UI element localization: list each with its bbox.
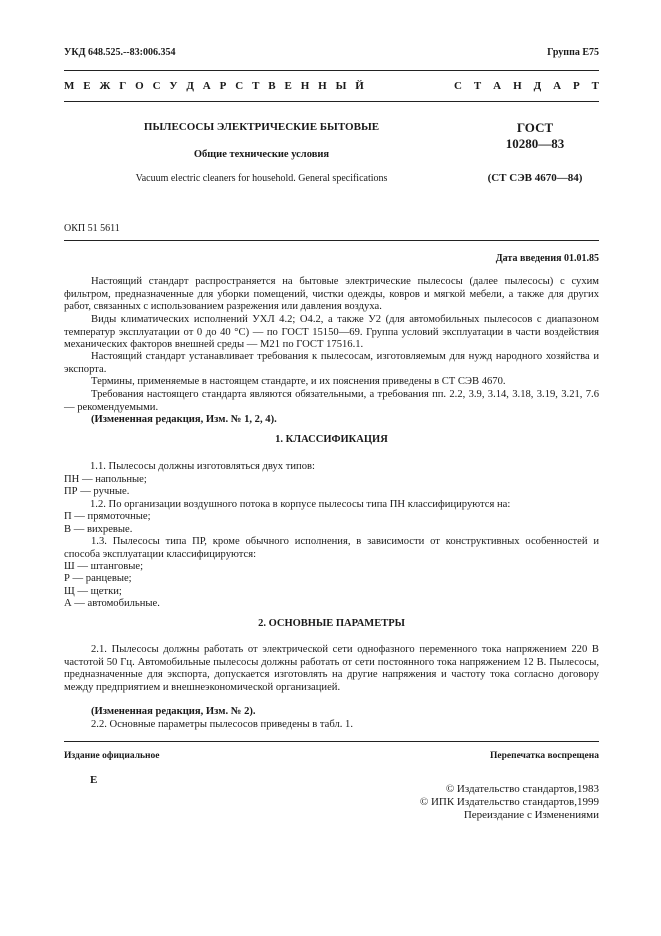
intro-paragraph-terms: Термины, применяемые в настоящем стандарте, и их пояснения приведены в СТ СЭВ 4670. xyxy=(91,376,506,387)
edition-letter: Е xyxy=(90,774,98,786)
interstate-standard-banner xyxy=(64,80,599,92)
type-pr: ПР — ручные. xyxy=(64,486,130,497)
english-title: Vacuum electric cleaners for household. General specifications xyxy=(135,173,388,184)
intro-paragraph-requirements: Требования настоящего стандарта являются обязательными, а требования пп. 2.2, 3.9, 3.14, 3.18, 3.19, 3.21, 7.6 — рекомендуемыми. xyxy=(64,389,599,413)
clause-1-2: 1.2. По организации воздушного потока в корпусе пылесосы типа ПН классифицируются на: xyxy=(90,499,511,510)
clause-1-1: 1.1. Пылесосы должны изготовляться двух типов: xyxy=(90,461,315,472)
type-a: А — автомобильные. xyxy=(64,598,160,609)
okp-code: ОКП 51 5611 xyxy=(64,223,120,234)
intro-paragraph-scope: Настоящий стандарт распространяется на бытовые электрические пылесосы (далее пылесосы) с сухим фильтром, предназначенные для уборки помещений, чистки одежды, ковров и мягкой мебели, а также для других работ, связанных с использованием разрежения или давления воздуха. xyxy=(64,276,599,313)
clause-2-1: 2.1. Пылесосы должны работать от электрической сети однофазного переменного тока напряжением 220 В частотой 50 Гц. Автомобильные пылесосы должны работать от сети постоянного тока напряжением 12 В. Пылесосы, предназначенные для экспорта, допускается изготовлять на другие напряжения и частоту тока согласно договору между предприятием и внешнеэкономической организацией. xyxy=(64,644,599,693)
type-pn: ПН — напольные; xyxy=(64,474,147,485)
banner-rule xyxy=(64,101,599,102)
clause-1-3: 1.3. Пылесосы типа ПР, кроме обычного исполнения, в зависимости от конструктивных особенностей и способа эксплуатации классифицируются: xyxy=(64,536,599,560)
okp-rule xyxy=(64,240,599,241)
intro-change-note: (Измененная редакция, Изм. № 1, 2, 4). xyxy=(91,414,277,425)
sev-number: (СТ СЭВ 4670—84) xyxy=(487,172,583,184)
section-1-heading: 1. КЛАССИФИКАЦИЯ xyxy=(275,434,388,445)
intro-paragraph-purpose: Настоящий стандарт устанавливает требования к пылесосам, изготовляемым для нужд народного хозяйства и экспорта. xyxy=(64,351,599,375)
copyright-1999: © ИПК Издательство стандартов,1999 xyxy=(419,796,599,808)
date-of-introduction: Дата введения 01.01.85 xyxy=(495,253,599,264)
udc-code: УКД 648.525.--83:006.354 xyxy=(64,47,176,58)
type-r: Р — ранцевые; xyxy=(64,573,132,584)
type-sh: Ш — штанговые; xyxy=(64,561,144,572)
type-shch: Щ — щетки; xyxy=(64,586,122,597)
document-title: ПЫЛЕСОСЫ ЭЛЕКТРИЧЕСКИЕ БЫТОВЫЕ xyxy=(143,121,380,133)
type-p: П — прямоточные; xyxy=(64,511,151,522)
footer-rule xyxy=(64,741,599,742)
type-v: В — вихревые. xyxy=(64,524,133,535)
section-2-heading: 2. ОСНОВНЫЕ ПАРАМЕТРЫ xyxy=(258,618,405,629)
document-subtitle: Общие технические условия xyxy=(193,149,330,160)
copyright-1983: © Издательство стандартов,1983 xyxy=(445,783,599,795)
official-edition: Издание официальное xyxy=(64,751,160,761)
reprint-prohibited: Перепечатка воспрещена xyxy=(489,751,599,761)
intro-paragraph-climate: Виды климатических исполнений УХЛ 4.2; О4.2, а также У2 (для автомобильных пылесосов с диапазоном температур эксплуатации от 0 до 40 °С) — по ГОСТ 15150—69. Группа условий эксплуатации в части воздействия механических факторов внешней среды — М21 по ГОСТ 17516.1. xyxy=(64,314,599,351)
group-code: Группа Е75 xyxy=(547,47,599,58)
section-2-change-note: (Измененная редакция, Изм. № 2). xyxy=(91,706,256,717)
clause-2-2: 2.2. Основные параметры пылесосов приведены в табл. 1. xyxy=(91,719,353,730)
gost-number: 10280—83 xyxy=(505,136,565,151)
gost-label: ГОСТ xyxy=(516,120,554,135)
banner-word-standard: С Т А Н Д А Р Т xyxy=(454,80,599,92)
reissue-note: Переиздание с Изменениями xyxy=(463,809,599,821)
top-rule xyxy=(64,70,599,71)
banner-word-interstate: М Е Ж Г О С У Д А Р С Т В Е Н Н Ы Й xyxy=(64,80,364,92)
